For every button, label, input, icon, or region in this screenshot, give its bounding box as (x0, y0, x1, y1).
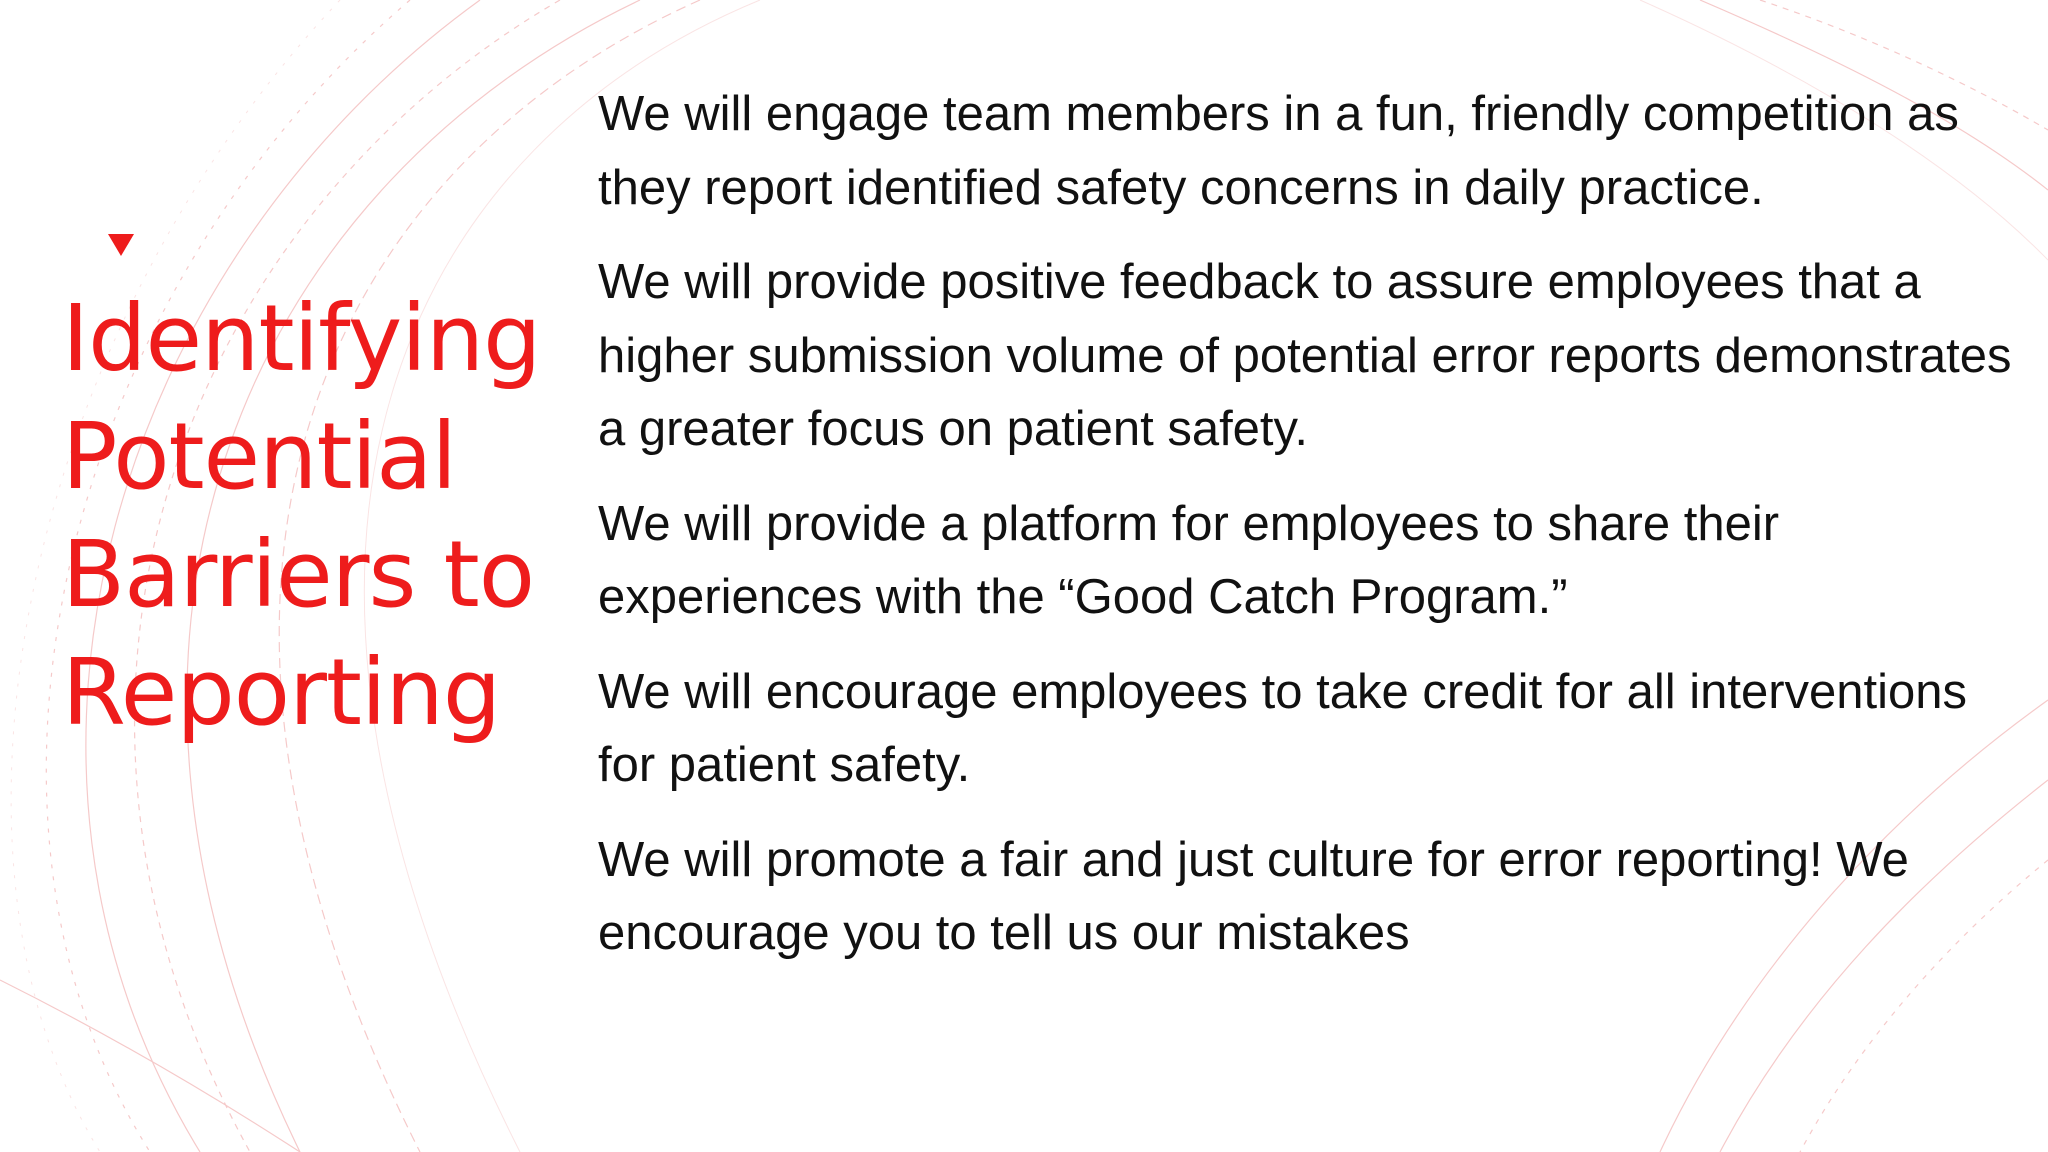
content-paragraph: We will encourage employees to take credit for all interventions for patient safety. (598, 664, 1968, 792)
slide-title (62, 280, 582, 752)
title-line: Potential (62, 403, 457, 510)
content-paragraph: We will provide a platform for employees to share their experiences with the “Good Catch Program.” (598, 496, 1780, 624)
title-line: Reporting (62, 639, 501, 746)
content-paragraph: We will provide positive feedback to assure employees that a higher submission volume of potential error reports demonstrates a greater focus on patient safety. (598, 255, 2012, 456)
title-line: Barriers to (62, 521, 535, 628)
curve-line (0, 980, 300, 1152)
triangle-down-icon (108, 234, 134, 256)
content-list (598, 78, 2018, 992)
content-paragraph: We will engage team members in a fun, friendly competition as they report identified safety concerns in daily practice. (598, 87, 1959, 215)
content-paragraph: We will promote a fair and just culture for error reporting! We encourage you to tell us our mistakes (598, 832, 1909, 960)
title-line: Identifying (62, 285, 541, 392)
